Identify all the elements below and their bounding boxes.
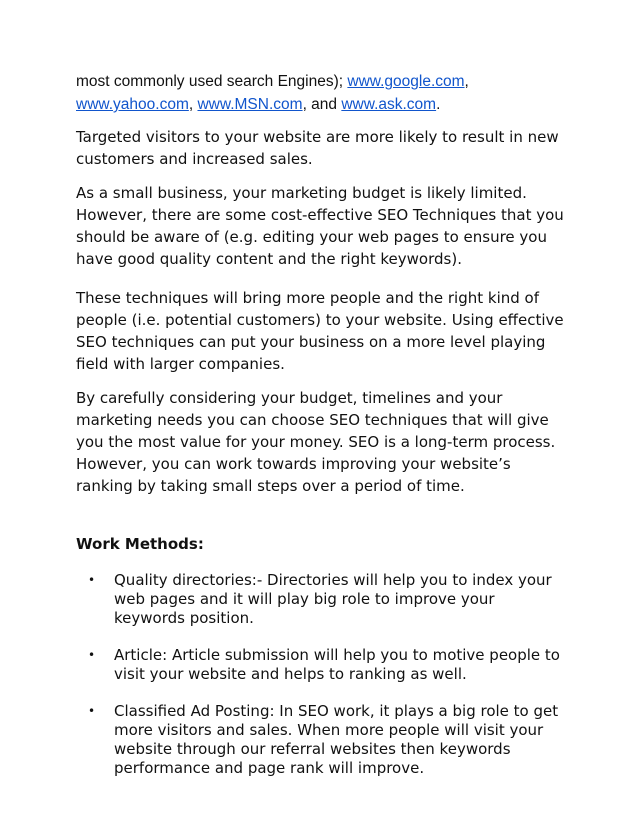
intro-period: . — [436, 96, 441, 113]
bullet-icon: • — [88, 573, 96, 587]
google-link[interactable]: www.google.com — [347, 73, 465, 90]
intro-comma: , — [464, 73, 469, 90]
small-business-paragraph: As a small business, your marketing budget is likely limited. However, there are some cost-effective SEO Techniques that you should be aware of (e.g. editing your web pages to ensure you have good quality content and the right keywords). — [76, 184, 564, 268]
yahoo-link[interactable]: www.yahoo.com — [76, 96, 189, 113]
bullet-icon: • — [88, 648, 96, 662]
msn-link[interactable]: www.MSN.com — [197, 96, 303, 113]
techniques-paragraph: These techniques will bring more people and the right kind of people (i.e. potential customers) to your website. Using effective SEO techniques can put your business on a more level playing field with larger companies. — [76, 289, 564, 373]
list-item — [76, 646, 566, 684]
intro-and: , and — [302, 96, 342, 113]
intro-paragraph — [76, 70, 566, 116]
work-methods-list — [76, 571, 566, 778]
ask-link[interactable]: www.ask.com — [341, 96, 437, 113]
intro-comma-2: , — [188, 96, 198, 113]
list-item — [76, 571, 566, 628]
work-methods-heading: Work Methods: — [76, 535, 204, 553]
bullet-icon: • — [88, 704, 96, 718]
list-item — [76, 702, 566, 778]
list-item-text: Classified Ad Posting: In SEO work, it plays a big role to get more visitors and sales. When more people will visit your website through our referral websites then keywords performance and page rank will improve. — [114, 702, 559, 777]
carefully-paragraph: By carefully considering your budget, timelines and your marketing needs you can choose SEO techniques that will give you the most value for your money. SEO is a long-term process. However, you can work towards improving your website’s ranking by taking small steps over a period of time. — [76, 389, 556, 495]
document-page — [76, 70, 566, 796]
targeted-paragraph: Targeted visitors to your website are more likely to result in new customers and increased sales. — [76, 128, 559, 168]
intro-text: most commonly used search Engines); — [76, 73, 348, 90]
list-item-text: Article: Article submission will help you to motive people to visit your website and helps to ranking as well. — [114, 646, 560, 683]
list-item-text: Quality directories:- Directories will help you to index your web pages and it will play big role to improve your keywords position. — [114, 571, 552, 627]
